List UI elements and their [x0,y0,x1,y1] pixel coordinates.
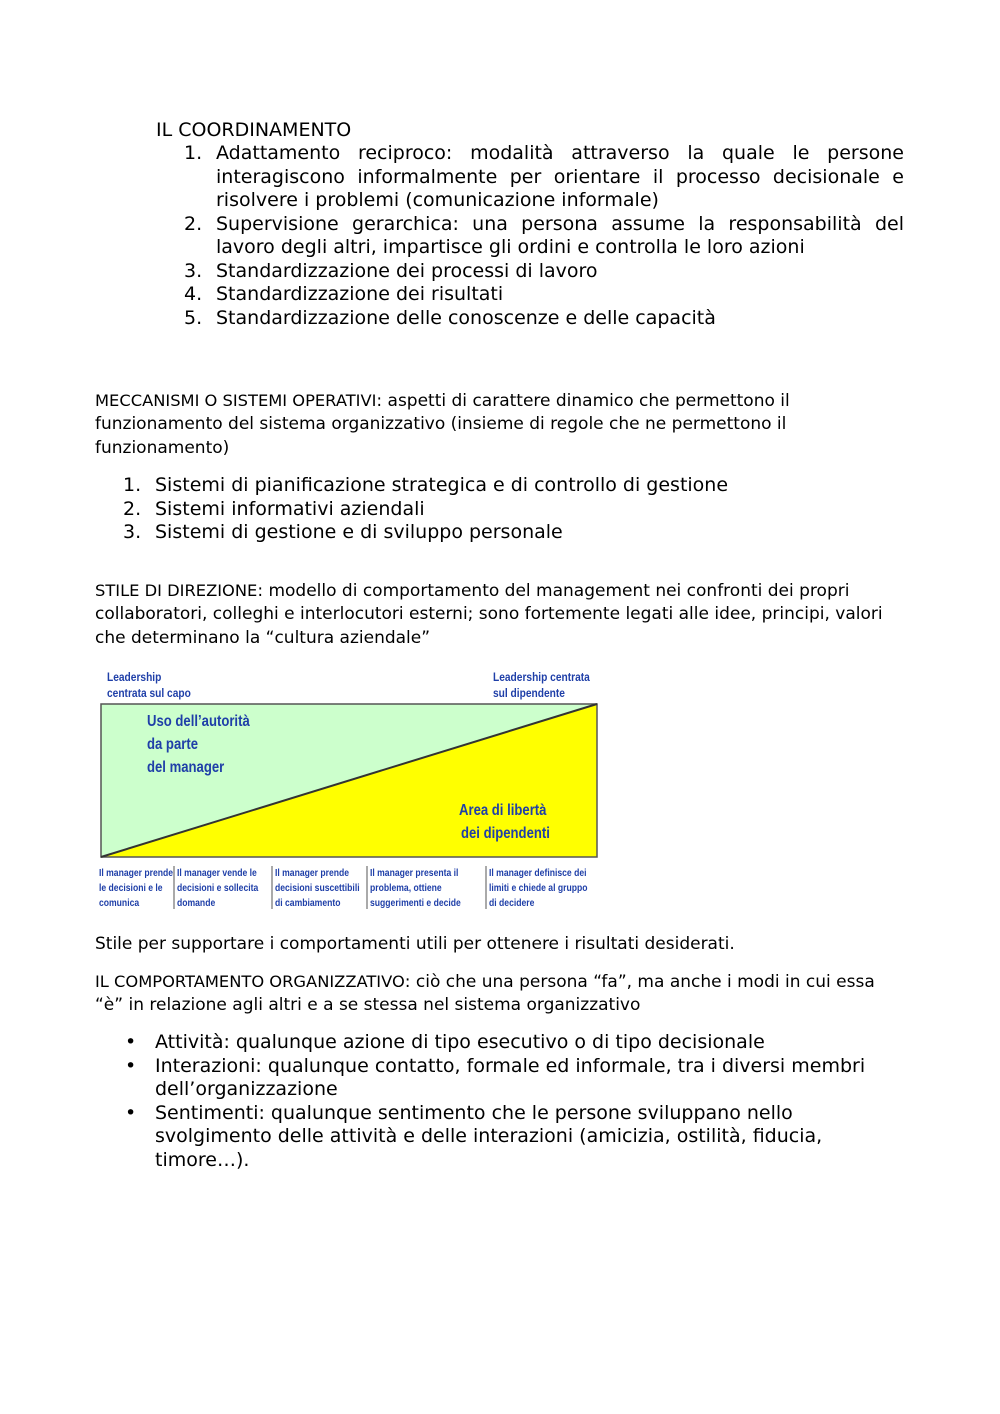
bottom-label-3-line-1: Il manager prende [275,867,350,880]
comportamento-text: : ciò che una persona “fa”, ma anche i modi in cui essa “è” in relazione agli altri e a se stessa nel sistema organizzativo [95,972,875,1016]
list-item: 3. Sistemi di gestione e di sviluppo personale [123,521,563,543]
lower-area-label-line-2: dei dipendenti [461,824,550,843]
top-left-label-line-1: Leadership [107,671,162,685]
comportamento-paragraph [95,970,885,1018]
comportamento-list [95,1031,875,1172]
comportamento-heading: IL COMPORTAMENTO ORGANIZZATIVO [95,972,405,991]
bottom-label-1-line-1: Il manager prende [99,867,174,880]
meccanismi-text: : aspetti di carattere dinamico che permettono il funzionamento del sistema organizzativo (insieme di regole che ne permettono il funzionamento) [95,391,790,458]
list-item: 3. Standardizzazione dei processi di lavoro [184,259,598,282]
upper-area-label-line-3: del manager [147,758,225,777]
bottom-label-3-line-3: di cambiamento [275,897,341,910]
bottom-label-4-line-2: problema, ottiene [370,882,442,895]
bullet-icon: • [125,1101,137,1124]
bottom-label-2-line-3: domande [177,897,216,910]
bottom-labels [99,866,588,909]
bullet-icon: • [125,1031,137,1053]
coordinamento-title: IL COORDINAMENTO [156,119,352,141]
lower-area-label-line-1: Area di libertà [459,801,547,820]
list-item: 1. Sistemi di pianificazione strategica e di controllo di gestione [123,474,729,496]
top-right-label-line-1: Leadership centrata [493,671,590,685]
bottom-label-2-line-2: decisioni e sollecita [177,882,259,895]
list-item: 1. Adattamento reciproco: modalità attraverso la quale le persone interagiscono informalmente per orientare il processo decisionale e risolvere i problemi (comunicazione informale) [184,142,904,211]
bullet-icon: • [125,1054,137,1077]
list-item: 4. Standardizzazione dei risultati [184,283,504,305]
bottom-label-5-line-2: limiti e chiede al gruppo [489,882,588,895]
bottom-label-5-line-3: di decidere [489,897,535,910]
list-item: • Sentimenti: qualunque sentimento che le persone sviluppano nello svolgimento delle attività e delle interazioni (amicizia, ostilità, fiducia, timore…). [125,1101,823,1171]
bottom-label-1-line-2: le decisioni e le [99,882,163,895]
list-item: 2. Sistemi informativi aziendali [123,497,425,520]
coordinamento-section [156,118,904,330]
leadership-continuum-diagram [94,664,604,914]
meccanismi-paragraph [95,389,885,460]
upper-area-label-line-1: Uso dell’autorità [147,712,250,731]
top-left-label-line-2: centrata sul capo [107,687,191,701]
list-item: 5. Standardizzazione delle conoscenze e delle capacità [184,306,716,329]
top-right-label-line-2: sul dipendente [493,687,565,701]
upper-area-label-line-2: da parte [147,735,199,754]
bottom-label-3-line-2: decisioni suscettibili [275,882,360,895]
stile-note: Stile per supportare i comportamenti utili per ottenere i risultati desiderati. [95,934,735,954]
bottom-label-4-line-3: suggerimenti e decide [370,897,461,910]
list-item: 2. Supervisione gerarchica: una persona assume la responsabilità del lavoro degli altri, impartisce gli ordini e controlla le loro azioni [184,212,904,258]
bottom-label-1-line-3: comunica [99,897,140,910]
list-item: • Interazioni: qualunque contatto, formale ed informale, tra i diversi membri dell’organizzazione [125,1054,866,1100]
bottom-label-2-line-1: Il manager vende le [177,867,257,880]
list-item: • Attività: qualunque azione di tipo esecutivo o di tipo decisionale [125,1031,765,1053]
meccanismi-heading: MECCANISMI O SISTEMI OPERATIVI [95,391,377,410]
stile-heading: STILE DI DIREZIONE [95,581,258,600]
meccanismi-list [95,474,895,545]
stile-paragraph [95,579,885,650]
coordinamento-list [156,142,904,330]
bottom-label-4-line-1: Il manager presenta il [370,867,459,880]
stile-text: : modello di comportamento del management nei confronti dei propri collaboratori, colleghi e interlocutori esterni; sono fortemente legati alle idee, principi, valori che determinano la “cultura aziendale” [95,581,883,648]
bottom-label-5-line-1: Il manager definisce dei [489,867,587,880]
